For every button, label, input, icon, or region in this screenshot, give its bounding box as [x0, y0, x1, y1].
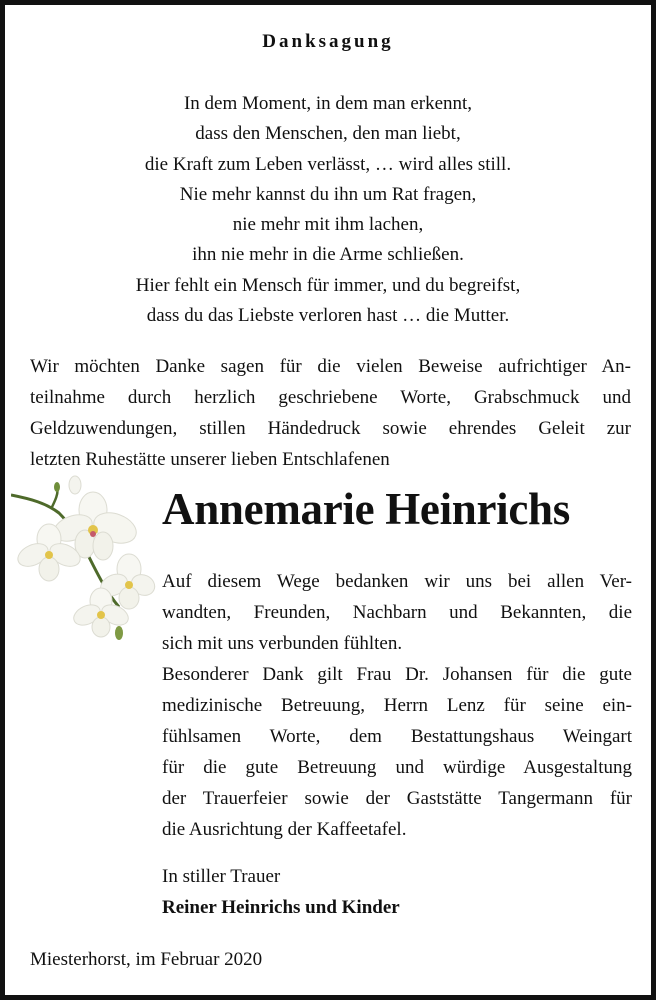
poem-line: dass den Menschen, den man liebt,: [195, 123, 461, 145]
poem-line: ihn nie mehr in die Arme schließen.: [192, 244, 464, 266]
place-date: Miesterhorst, im Februar 2020: [30, 949, 263, 970]
poem-line: Hier fehlt ein Mensch für immer, und du begreifst,: [135, 274, 521, 296]
poem-line: die Kraft zum Leben verlässt, … wird alles still.: [144, 153, 512, 175]
thanks-line: letzten Ruhestätte unserer lieben Entschlafenen: [30, 449, 390, 470]
mourning-phrase: In stiller Trauer: [162, 866, 281, 887]
thanks-paragraph: [30, 351, 631, 475]
thanks-line: Wir möchten Danke sagen für die vielen Beweise aufrichtiger An-: [30, 356, 631, 377]
orchid-icon: [11, 473, 161, 643]
body-line: wandten, Freunden, Nachbarn und Bekannten, die: [162, 602, 632, 623]
body-line: fühlsamen Worte, dem Bestattungshaus Weingart: [162, 726, 632, 747]
body-line: für die gute Betreuung und würdige Ausgestaltung: [162, 757, 632, 778]
deceased-name: Annemarie Heinrichs: [162, 484, 571, 534]
acknowledgement-paragraph: [162, 566, 632, 845]
mourning-block: [162, 861, 400, 923]
poem-line: Nie mehr kannst du ihn um Rat fragen,: [179, 183, 477, 205]
poem-line: dass du das Liebste verloren hast … die Mutter.: [146, 305, 510, 327]
thanks-line: Geldzuwendungen, stillen Händedruck sowie ehrendes Geleit zur: [30, 418, 631, 439]
poem: [5, 89, 651, 331]
body-line: der Trauerfeier sowie der Gaststätte Tangermann für: [162, 788, 632, 809]
body-line: medizinische Betreuung, Herrn Lenz für seine ein-: [162, 695, 632, 716]
thanks-line: teilnahme durch herzlich geschriebene Worte, Grabschmuck und: [30, 387, 631, 408]
poem-line: In dem Moment, in dem man erkennt,: [183, 93, 473, 114]
body-line: Besonderer Dank gilt Frau Dr. Johansen für die gute: [162, 664, 632, 685]
heading: Danksagung: [262, 31, 394, 52]
body-line: Auf diesem Wege bedanken wir uns bei allen Ver-: [162, 571, 632, 592]
body-line: sich mit uns verbunden fühlten.: [162, 633, 403, 654]
body-line: die Ausrichtung der Kaffeetafel.: [162, 819, 407, 840]
poem-line: nie mehr mit ihm lachen,: [232, 214, 424, 236]
signers: Reiner Heinrichs und Kinder: [162, 897, 400, 918]
